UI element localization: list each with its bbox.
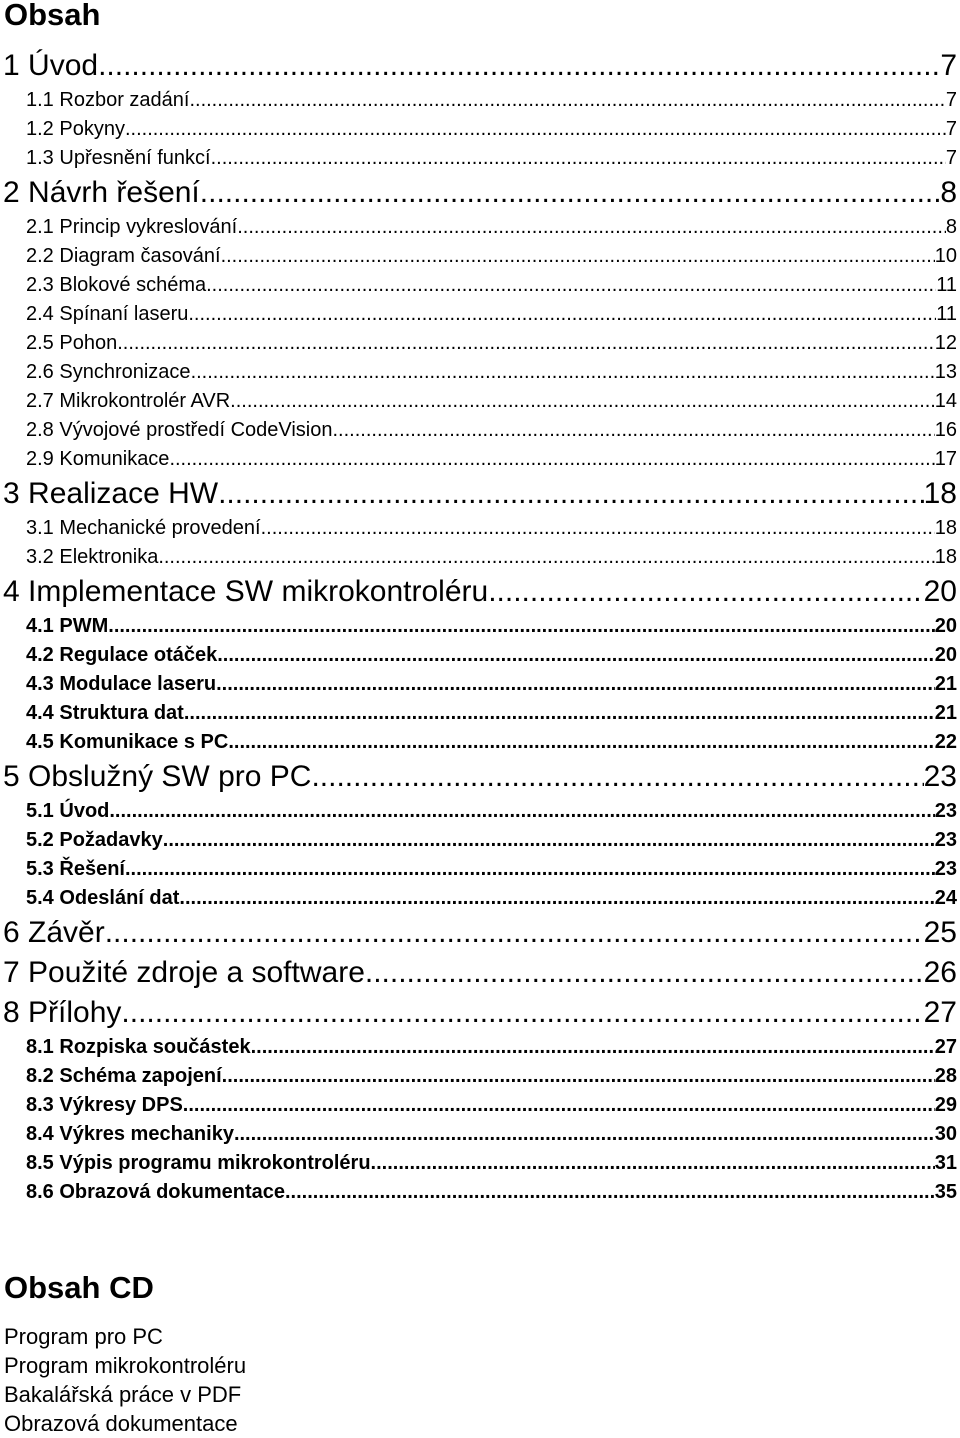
toc-page-number: 21 [934, 702, 957, 724]
toc-section-entry[interactable] [0, 641, 960, 670]
toc-section-entry[interactable] [0, 699, 960, 728]
toc-entry-label: Výkresy DPS [59, 1094, 183, 1116]
toc-chapter-entry[interactable] [0, 757, 960, 797]
toc-entry-label: Úvod [59, 800, 110, 822]
toc-dot-leader [218, 474, 924, 514]
toc-entry-label: Elektronika [59, 546, 159, 568]
toc-section-entry[interactable] [0, 271, 960, 300]
toc-dot-leader [184, 699, 935, 728]
cd-item: Bakalářská práce v PDF [4, 1382, 242, 1407]
toc-entry-label: Rozbor zadání [59, 89, 190, 111]
toc-dot-leader [230, 387, 935, 416]
toc-entry-number: 5.1 [26, 800, 54, 822]
toc-entry-label: Obslužný SW pro PC [28, 760, 312, 793]
toc-section-entry[interactable] [0, 387, 960, 416]
toc-page-number: 22 [934, 731, 957, 753]
toc-dot-leader [206, 271, 936, 300]
toc-entry-number: 8.6 [26, 1181, 54, 1203]
toc-dot-leader [371, 1149, 935, 1178]
toc-dot-leader [105, 913, 924, 953]
toc-dot-leader [237, 213, 946, 242]
toc-dot-leader [228, 728, 934, 757]
cd-contents-list [4, 1322, 246, 1438]
toc-page-number: 14 [934, 390, 957, 412]
toc-page-number: 24 [934, 887, 957, 909]
toc-entry-label: Upřesnění funkcí [59, 147, 211, 169]
toc-entry-number: 4.1 [26, 615, 54, 637]
toc-section-entry[interactable] [0, 242, 960, 271]
toc-page-number: 18 [934, 517, 957, 539]
toc-chapter-entry[interactable] [0, 953, 960, 993]
toc-section-entry[interactable] [0, 86, 960, 115]
toc-chapter-entry[interactable] [0, 993, 960, 1033]
toc-entry-number: 1.3 [26, 147, 54, 169]
toc-entry-gap [20, 474, 28, 514]
toc-page-number: 11 [936, 303, 957, 325]
toc-entry-number: 5.3 [26, 858, 54, 880]
toc-section-entry[interactable] [0, 1178, 960, 1207]
cd-item: Obrazová dokumentace [4, 1411, 238, 1436]
toc-page-number: 18 [934, 546, 957, 568]
toc-entry-label: Princip vykreslování [59, 216, 238, 238]
toc-entry-label: Řešení [59, 858, 125, 880]
toc-page-number: 12 [934, 332, 957, 354]
toc-chapter-entry[interactable] [0, 46, 960, 86]
toc-entry-number: 7 [3, 956, 20, 989]
toc-page-number: 7 [945, 147, 957, 169]
toc-section-entry[interactable] [0, 1149, 960, 1178]
toc-entry-gap [20, 913, 28, 953]
toc-entry-label: Mikrokontrolér AVR [59, 390, 231, 412]
toc-entry-label: Komunikace s PC [59, 731, 229, 753]
toc-chapter-entry[interactable] [0, 913, 960, 953]
toc-entry-number: 1.1 [26, 89, 54, 111]
toc-entry-label: Implementace SW mikrokontroléru [28, 575, 489, 608]
toc-dot-leader [285, 1178, 935, 1207]
toc-entry-gap [20, 46, 28, 86]
toc-page-number: 27 [923, 996, 957, 1029]
toc-page-number: 20 [934, 644, 957, 666]
toc-entry-label: Požadavky [59, 829, 163, 851]
toc-entry-number: 2.9 [26, 448, 54, 470]
toc-page-number: 10 [934, 245, 957, 267]
toc-page-number: 25 [923, 916, 957, 949]
toc-entry-label: Regulace otáček [59, 644, 218, 666]
toc-section-entry[interactable] [0, 855, 960, 884]
toc-dot-leader [222, 1062, 935, 1091]
toc-section-entry[interactable] [0, 670, 960, 699]
toc-page-number: 23 [934, 800, 957, 822]
toc-entry-label: Závěr [28, 916, 105, 949]
toc-chapter-entry[interactable] [0, 173, 960, 213]
toc-dot-leader [183, 1091, 935, 1120]
table-of-contents [0, 46, 960, 1207]
toc-section-entry[interactable] [0, 358, 960, 387]
toc-entry-number: 8 [3, 996, 20, 1029]
toc-page-number: 23 [923, 760, 957, 793]
toc-dot-leader [234, 1120, 935, 1149]
toc-dot-leader [261, 514, 935, 543]
toc-section-entry[interactable] [0, 1091, 960, 1120]
toc-section-entry[interactable] [0, 1033, 960, 1062]
toc-page-number: 8 [945, 216, 957, 238]
toc-chapter-entry[interactable] [0, 474, 960, 514]
toc-entry-number: 3.2 [26, 546, 54, 568]
toc-dot-leader [98, 46, 940, 86]
toc-dot-leader [188, 300, 936, 329]
toc-entry-number: 2 [3, 176, 20, 209]
toc-page-number: 17 [934, 448, 957, 470]
toc-entry-label: Výkres mechaniky [59, 1123, 234, 1145]
toc-entry-number: 4 [3, 575, 20, 608]
toc-entry-label: Výpis programu mikrokontroléru [59, 1152, 371, 1174]
toc-entry-label: Struktura dat [59, 702, 184, 724]
toc-section-entry[interactable] [0, 1120, 960, 1149]
toc-page-number: 8 [940, 176, 957, 209]
toc-entry-number: 3.1 [26, 517, 54, 539]
toc-dot-leader [125, 855, 935, 884]
toc-page-number: 7 [945, 89, 957, 111]
toc-section-entry[interactable] [0, 612, 960, 641]
toc-section-entry[interactable] [0, 1062, 960, 1091]
toc-dot-leader [333, 416, 935, 445]
toc-entry-number: 4.5 [26, 731, 54, 753]
toc-page-number: 18 [923, 477, 957, 510]
toc-page-number: 13 [934, 361, 957, 383]
toc-page-number: 27 [934, 1036, 957, 1058]
toc-dot-leader [365, 953, 924, 993]
toc-dot-leader [311, 757, 923, 797]
toc-dot-leader [179, 884, 934, 913]
toc-page-number: 28 [934, 1065, 957, 1087]
toc-chapter-entry[interactable] [0, 572, 960, 612]
toc-section-entry[interactable] [0, 797, 960, 826]
toc-entry-label: PWM [59, 615, 109, 637]
cd-item: Program mikrokontroléru [4, 1353, 247, 1378]
toc-entry-number: 2.6 [26, 361, 54, 383]
toc-dot-leader [221, 242, 935, 271]
toc-section-entry[interactable] [0, 514, 960, 543]
toc-entry-number: 2.1 [26, 216, 54, 238]
toc-entry-number: 4.3 [26, 673, 54, 695]
toc-entry-label: Pohon [59, 332, 118, 354]
toc-entry-number: 8.4 [26, 1123, 54, 1145]
toc-page-number: 23 [934, 858, 957, 880]
toc-dot-leader [108, 612, 934, 641]
toc-entry-label: Použité zdroje a software [28, 956, 365, 989]
toc-entry-number: 1 [3, 49, 20, 82]
page-title: Obsah [4, 0, 101, 32]
toc-dot-leader [163, 826, 935, 855]
toc-page-number: 7 [940, 49, 957, 82]
toc-dot-leader [121, 993, 923, 1033]
toc-page-number: 26 [923, 956, 957, 989]
toc-section-entry[interactable] [0, 416, 960, 445]
toc-section-entry[interactable] [0, 445, 960, 474]
toc-dot-leader [488, 572, 923, 612]
toc-entry-number: 5.2 [26, 829, 54, 851]
toc-dot-leader [217, 641, 935, 670]
cd-contents-title: Obsah CD [4, 1270, 154, 1305]
toc-entry-gap [20, 173, 28, 213]
toc-page-number: 29 [934, 1094, 957, 1116]
toc-section-entry[interactable] [0, 144, 960, 173]
toc-entry-label: Úvod [28, 49, 99, 82]
toc-page-number: 31 [934, 1152, 957, 1174]
toc-entry-number: 4.2 [26, 644, 54, 666]
toc-entry-number: 2.5 [26, 332, 54, 354]
toc-dot-leader [211, 144, 946, 173]
toc-entry-gap [20, 757, 28, 797]
toc-entry-number: 2.2 [26, 245, 54, 267]
toc-page-number: 7 [945, 118, 957, 140]
toc-entry-number: 4.4 [26, 702, 54, 724]
toc-dot-leader [109, 797, 934, 826]
toc-entry-label: Schéma zapojení [59, 1065, 222, 1087]
toc-section-entry[interactable] [0, 728, 960, 757]
toc-entry-number: 1.2 [26, 118, 54, 140]
cd-item: Program pro PC [4, 1324, 163, 1349]
toc-entry-number: 2.7 [26, 390, 54, 412]
toc-dot-leader [125, 115, 946, 144]
toc-entry-number: 8.2 [26, 1065, 54, 1087]
toc-entry-label: Komunikace [59, 448, 170, 470]
toc-entry-number: 3 [3, 477, 20, 510]
toc-entry-label: Přílohy [28, 996, 122, 1029]
toc-page-number: 35 [934, 1181, 957, 1203]
toc-dot-leader [191, 358, 935, 387]
toc-entry-gap [20, 572, 28, 612]
toc-entry-number: 2.4 [26, 303, 54, 325]
toc-entry-number: 5 [3, 760, 20, 793]
toc-entry-label: Modulace laseru [59, 673, 217, 695]
toc-section-entry[interactable] [0, 884, 960, 913]
toc-entry-label: Mechanické provedení [59, 517, 261, 539]
toc-section-entry[interactable] [0, 213, 960, 242]
toc-dot-leader [169, 445, 934, 474]
toc-entry-gap [20, 993, 28, 1033]
toc-page-number: 20 [934, 615, 957, 637]
toc-page-number: 20 [923, 575, 957, 608]
toc-section-entry[interactable] [0, 329, 960, 358]
toc-dot-leader [216, 670, 935, 699]
toc-entry-label: Spínaní laseru [59, 303, 189, 325]
toc-entry-label: Obrazová dokumentace [59, 1181, 285, 1203]
toc-entry-number: 5.4 [26, 887, 54, 909]
toc-entry-gap [20, 953, 28, 993]
toc-entry-number: 8.3 [26, 1094, 54, 1116]
toc-entry-label: Rozpiska součástek [59, 1036, 251, 1058]
toc-entry-label: Návrh řešení [28, 176, 200, 209]
toc-entry-number: 2.8 [26, 419, 54, 441]
toc-page-number: 30 [934, 1123, 957, 1145]
toc-section-entry[interactable] [0, 826, 960, 855]
toc-entry-label: Blokové schéma [59, 274, 207, 296]
toc-dot-leader [200, 173, 941, 213]
toc-entry-label: Synchronizace [59, 361, 191, 383]
toc-entry-label: Diagram časování [59, 245, 221, 267]
toc-section-entry[interactable] [0, 300, 960, 329]
toc-dot-leader [251, 1033, 935, 1062]
toc-page-number: 11 [936, 274, 957, 296]
toc-entry-number: 8.5 [26, 1152, 54, 1174]
toc-entry-number: 8.1 [26, 1036, 54, 1058]
toc-dot-leader [189, 86, 945, 115]
toc-section-entry[interactable] [0, 543, 960, 572]
toc-page-number: 23 [934, 829, 957, 851]
toc-dot-leader [158, 543, 934, 572]
toc-section-entry[interactable] [0, 115, 960, 144]
toc-entry-number: 2.3 [26, 274, 54, 296]
toc-entry-label: Pokyny [59, 118, 125, 140]
toc-entry-number: 6 [3, 916, 20, 949]
toc-entry-label: Realizace HW [28, 477, 219, 510]
toc-page-number: 21 [934, 673, 957, 695]
toc-entry-label: Odeslání dat [59, 887, 180, 909]
toc-entry-label: Vývojové prostředí CodeVision [59, 419, 333, 441]
toc-page-number: 16 [934, 419, 957, 441]
toc-dot-leader [117, 329, 935, 358]
